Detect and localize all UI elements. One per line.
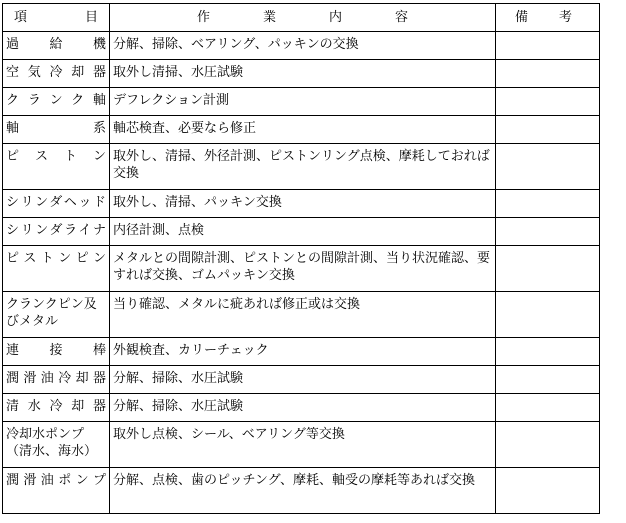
header-row <box>3 4 600 32</box>
item-cell: シリンダライナ <box>3 218 110 246</box>
table-row <box>3 60 600 88</box>
work-cell: 分解、点検、歯のピッチング、摩耗、軸受の摩耗等あれば交換 <box>110 468 496 514</box>
note-cell <box>496 60 600 88</box>
item-cell: 清水冷却器 <box>3 394 110 422</box>
work-cell: 分解、掃除、ベアリング、パッキンの交換 <box>110 32 496 60</box>
work-cell: 分解、掃除、水圧試験 <box>110 394 496 422</box>
note-cell <box>496 144 600 190</box>
item-cell: ピストンピン <box>3 246 110 292</box>
header-item: 項 目 <box>3 4 110 32</box>
header-note: 備 考 <box>496 4 600 32</box>
work-cell: 軸芯検査、必要なら修正 <box>110 116 496 144</box>
note-cell <box>496 88 600 116</box>
item-cell: 連 接 棒 <box>3 338 110 366</box>
work-cell: 内径計測、点検 <box>110 218 496 246</box>
maintenance-table <box>2 3 600 514</box>
table-row <box>3 468 600 514</box>
table-row <box>3 190 600 218</box>
table-row <box>3 292 600 338</box>
table-row <box>3 144 600 190</box>
item-cell: シリンダヘッド <box>3 190 110 218</box>
item-cell: クランクピン及びメタル <box>3 292 110 338</box>
note-cell <box>496 32 600 60</box>
table-row <box>3 246 600 292</box>
note-cell <box>496 422 600 468</box>
table-row <box>3 218 600 246</box>
item-cell: 冷却水ポンプ（清水、海水） <box>3 422 110 468</box>
note-cell <box>496 468 600 514</box>
note-cell <box>496 338 600 366</box>
item-cell: 空気冷却器 <box>3 60 110 88</box>
work-cell: 外観検査、カリーチェック <box>110 338 496 366</box>
header-work: 作 業 内 容 <box>110 4 496 32</box>
item-cell: 過 給 機 <box>3 32 110 60</box>
work-cell: 分解、掃除、水圧試験 <box>110 366 496 394</box>
table-row <box>3 366 600 394</box>
table-row <box>3 116 600 144</box>
note-cell <box>496 218 600 246</box>
work-cell: 取外し、清掃、外径計測、ピストンリング点検、摩耗しておれば交換 <box>110 144 496 190</box>
item-cell: クランク軸 <box>3 88 110 116</box>
note-cell <box>496 116 600 144</box>
note-cell <box>496 292 600 338</box>
work-cell: 取外し、清掃、パッキン交換 <box>110 190 496 218</box>
note-cell <box>496 394 600 422</box>
item-cell: 潤滑油冷却器 <box>3 366 110 394</box>
note-cell <box>496 190 600 218</box>
note-cell <box>496 366 600 394</box>
work-cell: 取外し清掃、水圧試験 <box>110 60 496 88</box>
item-cell: 潤滑油ポンプ <box>3 468 110 514</box>
table-row <box>3 88 600 116</box>
item-cell: 軸 系 <box>3 116 110 144</box>
work-cell: メタルとの間隙計測、ピストンとの間隙計測、当り状況確認、要すれば交換、ゴムパッキン交換 <box>110 246 496 292</box>
table-row <box>3 394 600 422</box>
table-row <box>3 338 600 366</box>
work-cell: 当り確認、メタルに疵あれば修正或は交換 <box>110 292 496 338</box>
table-row <box>3 422 600 468</box>
work-cell: デフレクション計測 <box>110 88 496 116</box>
item-cell: ピストン <box>3 144 110 190</box>
work-cell: 取外し点検、シール、ベアリング等交換 <box>110 422 496 468</box>
note-cell <box>496 246 600 292</box>
table-row <box>3 32 600 60</box>
